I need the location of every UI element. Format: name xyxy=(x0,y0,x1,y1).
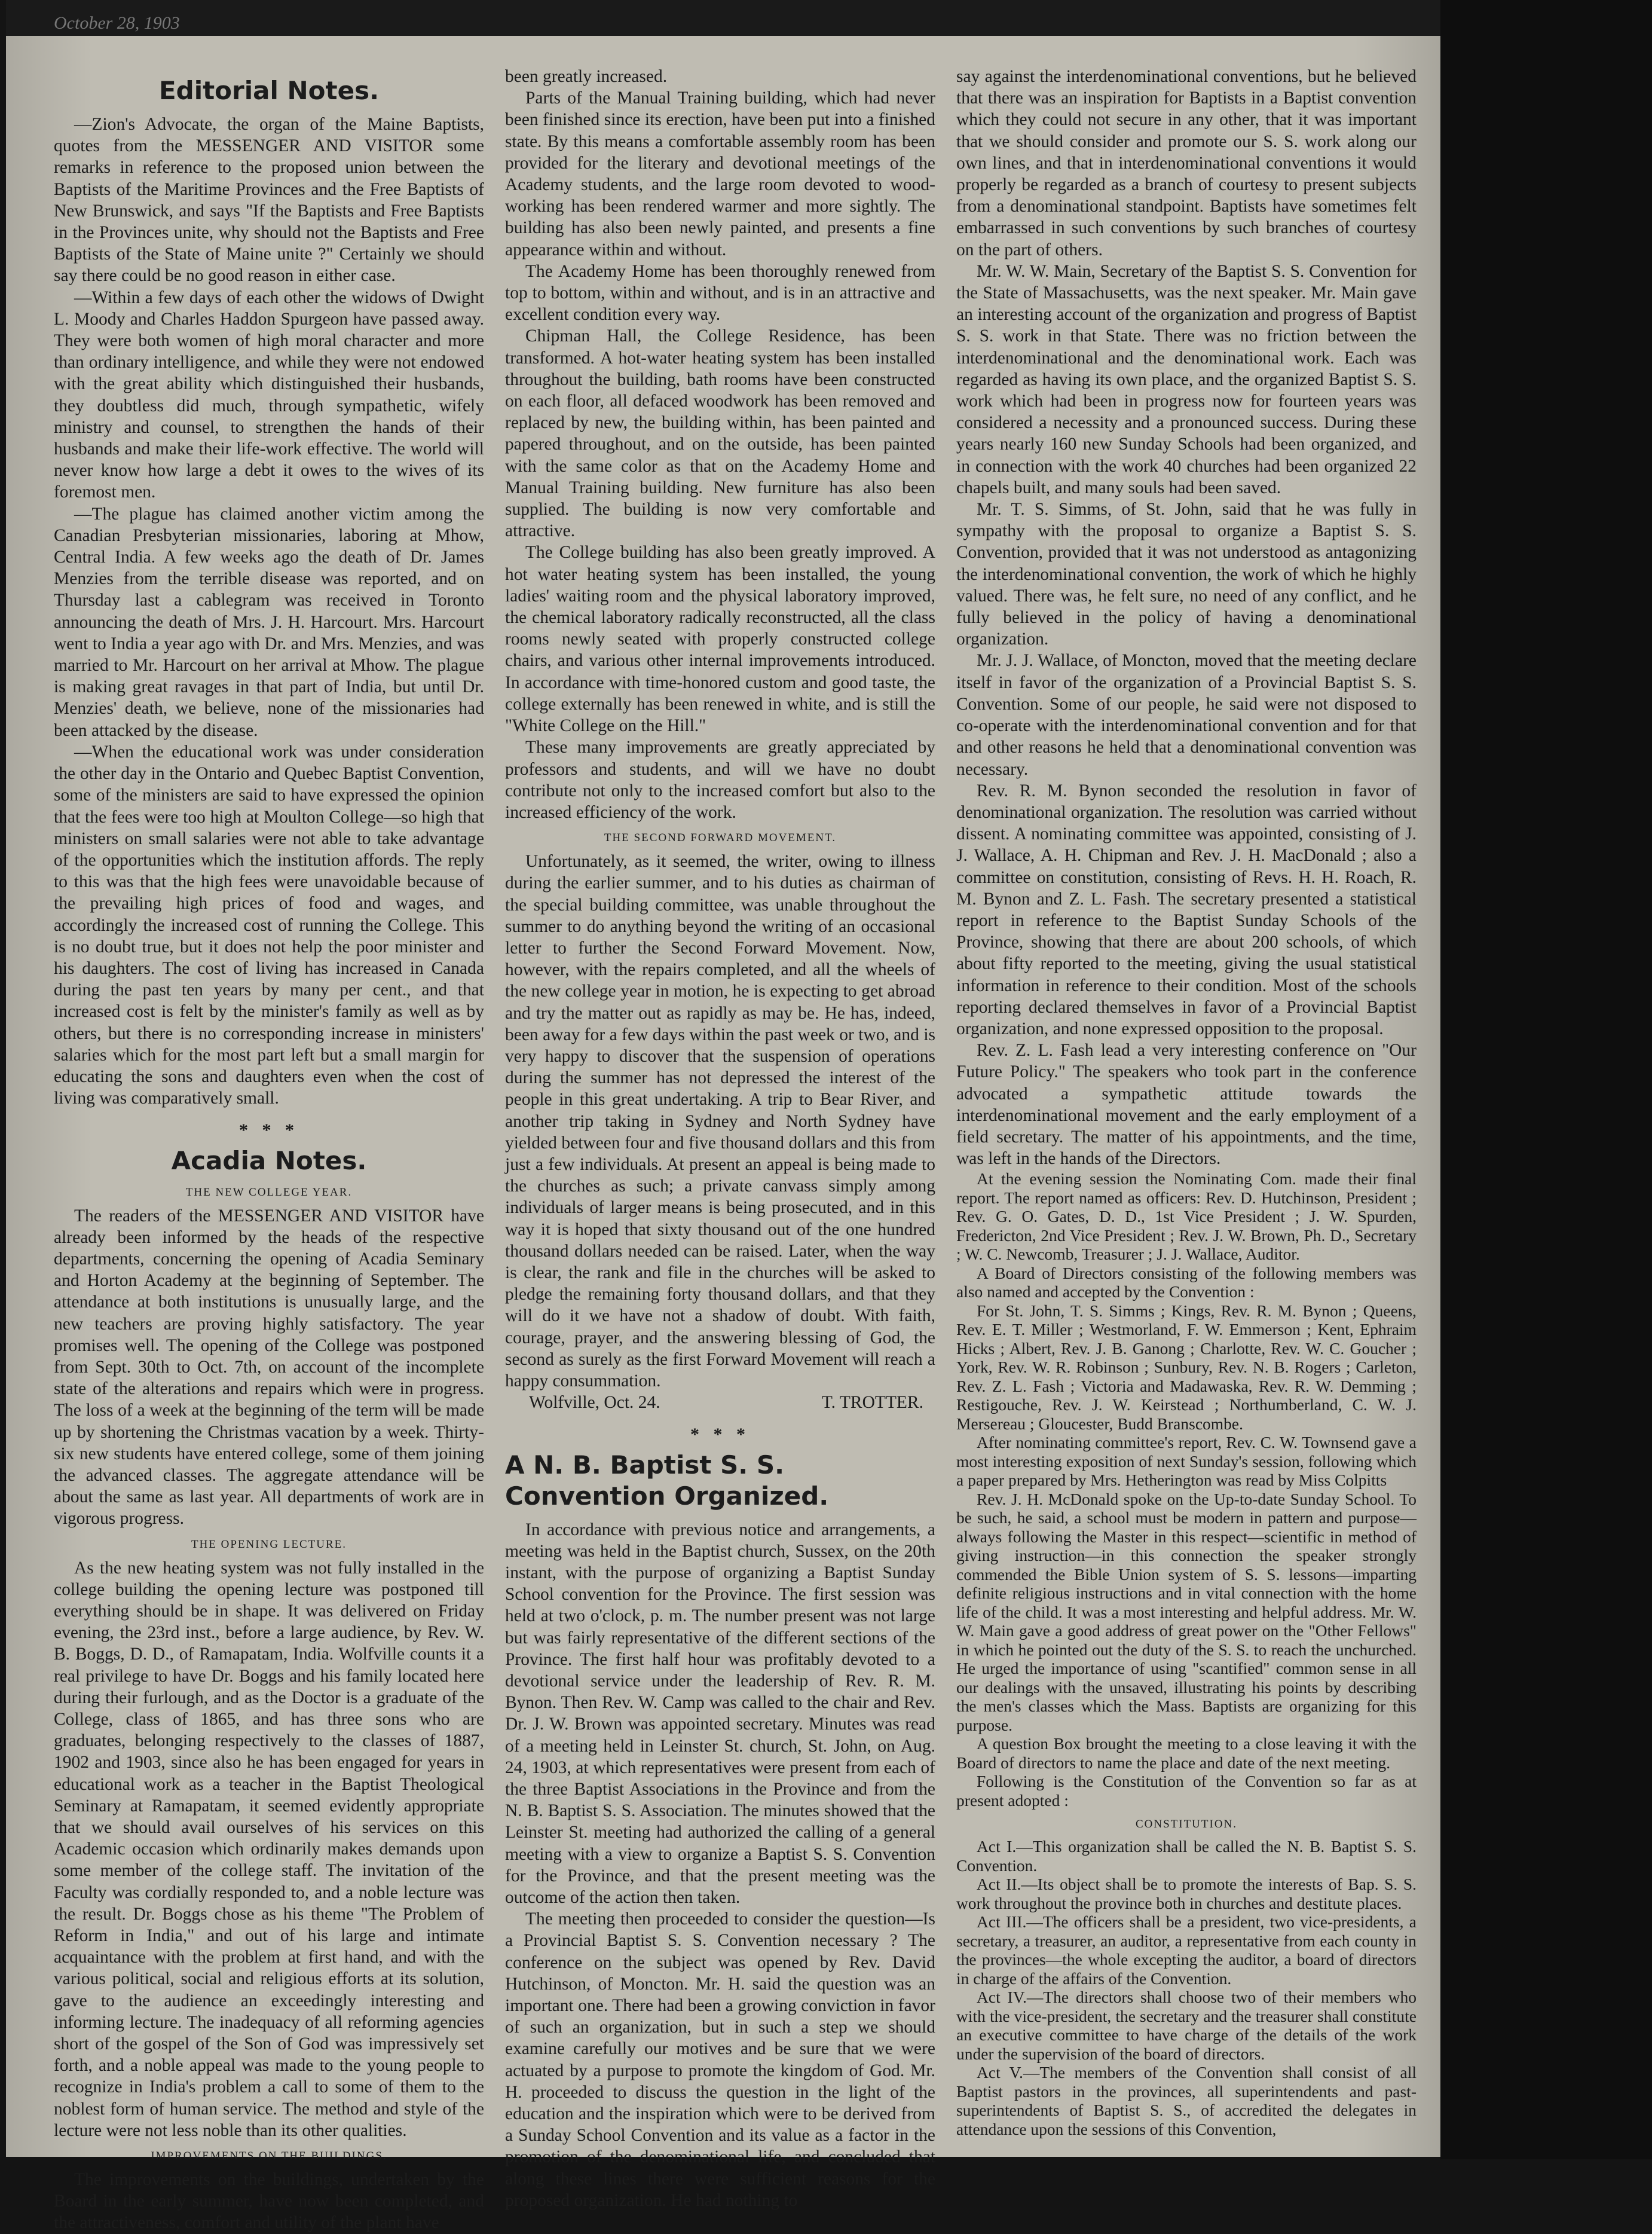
editorial-paragraph: —Within a few days of each other the widows of Dwight L. Moody and Charles Haddon Spurgeon have passed away. They were both women of high moral character and more than ordinary intelligence, and while they were not endowed with the great ability which distinguished their husbands, they doubtless did much, through sympathetic, wifely ministry and counsel, to strengthen the hands of their husbands and make their life-work effective. The world will never know how large a debt it owes to the wives of its foremost men. xyxy=(54,288,484,502)
editorial-paragraph: —Zion's Advocate, the organ of the Maine Baptists, quotes from the MESSENGER AND VISITOR some remarks in reference to the proposed union between the Baptists of the Maritime Provinces and the Free Baptists of New Brunswick, and says "If the Baptists and Free Baptists in the Provinces unite, why should not the Baptists and Free Baptists of the State of Maine unite ?" Certainly we should say there could be no good reason in either case. xyxy=(54,115,484,286)
improvements-subhead: IMPROVEMENTS ON THE BUILDINGS. xyxy=(151,2150,387,2163)
constitution-article: Act I.—This organization shall be called the N. B. Baptist S. S. Convention. xyxy=(956,1837,1417,1875)
report-paragraph: After nominating committee's report, Rev. C. W. Townsend gave a most interesting exposition of next Sunday's session, following which a paper prepared by Mrs. Hetherington was read by Miss Colpitts xyxy=(956,1433,1417,1490)
improvements-paragraph: Chipman Hall, the College Residence, has been transformed. A hot-water heating system has been installed throughout the building, bath rooms have been constructed on each floor, all defaced woodwork has been removed and replaced by new, the building within, has been painted and papered throughout, and on the outside, has been painted with the same color as that on the Academy Home and Manual Training building. New furniture has also been supplied. The building is now very comfortable and attractive. xyxy=(505,326,935,541)
convention-heading: A N. B. Baptist S. S. Convention Organized. xyxy=(505,1450,829,1511)
small-type-section xyxy=(956,1169,1417,2138)
improvements-continued: been greatly increased. xyxy=(505,67,668,86)
dark-scan-margin xyxy=(1440,0,1652,2159)
improvements-paragraph: The College building has also been greatly improved. A hot water heating system has been installed, the young ladies' waiting room and the physical laboratory improved, the chemical laboratory radically reconstructed, all the class rooms newly seated with properly constructed college chairs, and various other internal improvements introduced. In accordance with time-honored custom and good taste, the college externally has been renewed in white, and is still the "White College on the Hill." xyxy=(505,543,935,736)
column-1 xyxy=(54,72,484,2233)
report-paragraph: A Board of Directors consisting of the following members was also named and accepted by the Convention : xyxy=(956,1263,1417,1301)
improvements-paragraph: The improvements on the buildings, undertaken by the Board in the early summer, have now been completed, and the attractiveness, comfort and utility of the plant have xyxy=(54,2170,484,2233)
section-divider: * * * xyxy=(690,1425,750,1445)
constitution-article: Act II.—Its object shall be to promote the interests of Bap. S. S. work throughout the province both in churches and destitute places. xyxy=(956,1875,1417,1912)
constitution-subhead: CONSTITUTION. xyxy=(1135,1818,1238,1831)
convention-paragraph: Rev. Z. L. Fash lead a very interesting conference on "Our Future Policy." The speakers who took part in the conference advocated a sympathetic attitude towards the interdenominational movement and the early employment of a field secretary. The matter of his appointments, and the time, was left in the hands of the Directors. xyxy=(956,1041,1417,1169)
column-3 xyxy=(956,66,1417,2145)
acadia-notes-heading: Acadia Notes. xyxy=(171,1145,367,1175)
constitution-article: Act IV.—The directors shall choose two of their members who with the vice-president, the secretary and the treasurer shall constitute an executive committee to have charge of the details of the work under the supervision of the board of directors. xyxy=(956,1988,1417,2063)
report-paragraph: A question Box brought the meeting to a close leaving it with the Board of directors to name the place and date of the next meeting. xyxy=(956,1734,1417,1772)
signature-place: Wolfville, Oct. 24. xyxy=(529,1393,660,1413)
editorial-notes-heading: Editorial Notes. xyxy=(158,76,380,105)
newspaper-page xyxy=(6,36,1440,2233)
convention-paragraph: Rev. R. M. Bynon seconded the resolution in favor of denominational organization. The resolution was carried without dissent. A nominating committee was appointed, consisting of J. J. Wallace, A. H. Chipman and Rev. J. H. MacDonald ; also a committee on constitution, consisting of Revs. H. H. Roach, R. M. Bynon and Z. L. Fash. The secretary presented a statistical report in reference to the Baptist Sunday Schools of the Province, showing that there are about 200 schools, of which about fifty reported to the meeting, giving the usual statistical information in reference to their condition. Most of the schools reporting declared themselves in favor of a Provincial Baptist organization, and none expressed opposition to the proposal. xyxy=(956,781,1417,1038)
constitution-article: Act III.—The officers shall be a president, two vice-presidents, a secretary, a treasurer, an auditor, a representative from each county in the provinces—the whole excepting the auditor, a board of directors in charge of the affairs of the Convention. xyxy=(956,1912,1417,1988)
forward-movement-paragraph: Unfortunately, as it seemed, the writer, owing to illness during the earlier summer, and to his duties as chairman of the special building committee, was unable throughout the summer to do anything beyond the writing of an occasional letter to further the Second Forward Movement. Now, however, with the repairs completed, and all the wheels of the new college year in motion, he is expecting to get abroad and try the matter out as rapidly as may be. He has, indeed, been away for a few days within the past week or two, and is very happy to discover that the suspension of operations during the summer has not depressed the interest of the people in this great undertaking. A trip to Bear River, and another trip taking in Sydney and North Sydney have yielded between four and five thousand dollars and this from just a few individuals. At present an appeal is being made to the churches as such; a private canvass simply among individuals of larger means is being prosecuted, and in this way it is hoped that sixty thousand out of the one hundred thousand dollars needed can be raised. Later, when the way is clear, the rank and file in the churches will be asked to pledge the remaining forty thousand dollars, and that they will do it we have not a shadow of doubt. With faith, courage, prayer, and the answering blessing of God, the second as surely as the first Forward Movement will reach a happy consummation. xyxy=(505,852,935,1390)
convention-paragraph: Mr. T. S. Simms, of St. John, said that he was fully in sympathy with the proposal to organize a Baptist S. S. Convention, provided that it was not understood as antagonizing the interdenominational convention, the work of which he highly valued. There was, he felt sure, no need of any conflict, and he fully believed in the policy of having a denominational organization. xyxy=(956,500,1417,649)
convention-paragraph: Mr. J. J. Wallace, of Moncton, moved that the meeting declare itself in favor of the organization of a Provincial Baptist S. S. Convention. Some of our people, he said were not disposed to co-operate with the interdenominational convention and for that and other reasons he held that a denominational convention was necessary. xyxy=(956,651,1417,779)
convention-continued: say against the interdenominational conventions, but he believed that there was an inspiration for Baptists in a Baptist convention which they could not secure in any other, that it was important that we should consider and promote our S. S. work along our own lines, and that in interdenominational conventions it would properly be regarded as a branch of courtesy to present subjects from a denominational standpoint. Baptists have sometimes felt embarrassed in such conventions by such branches of courtesy on the part of others. xyxy=(956,67,1417,259)
opening-lecture-subhead: THE OPENING LECTURE. xyxy=(191,1538,347,1551)
page-header-strip xyxy=(6,0,1440,36)
report-paragraph: Rev. J. H. McDonald spoke on the Up-to-date Sunday School. To be such, he said, a school must be modern in pattern and purpose—always following the Master in this respect—scientific in method of giving instruction—in this connection the speaker strongly commended the Bible Union system of S. S. lessons—imparting definite religious instructions and in vital connection with the home life of the child. It was a most interesting and helpful address. Mr. W. W. Main gave a good address of great power on the "Other Fellows" in which he pointed out the duty of the S. S. to reach the unchurched. He urged the importance of using "scantified" common sense in all our dealings with the unsaved, illustrating his points by describing the men's classes which the Mass. Baptists are organizing for this purpose. xyxy=(956,1489,1417,1734)
report-paragraph: For St. John, T. S. Simms ; Kings, Rev. R. M. Bynon ; Queens, Rev. E. T. Miller ; Westmorland, F. W. Emmerson ; Kent, Ephraim Hicks ; Albert, Rev. J. B. Ganong ; Charlotte, Rev. W. C. Goucher ; York, Rev. W. R. Robinson ; Sunbury, Rev. N. B. Rogers ; Carleton, Rev. Z. L. Fash ; Victoria and Madawaska, Rev. R. W. Demming ; Restigouche, Rev. J. W. Keirstead ; Northumberland, C. W. J. Mersereau ; Gloucester, Budd Branscombe. xyxy=(956,1301,1417,1433)
improvements-paragraph: These many improvements are greatly appreciated by professors and students, and will we have no doubt contribute not only to the increased comfort but also to the increased efficiency of the work. xyxy=(505,738,935,822)
constitution-article: Act V.—The members of the Convention shall consist of all Baptist pastors in the provinces, all superintendents and past-superintendents of Baptist S. S., of accredited the delegates in attendance upon the sessions of this Convention, xyxy=(956,2063,1417,2138)
section-divider: * * * xyxy=(239,1120,299,1141)
editorial-paragraph: —The plague has claimed another victim among the Canadian Presbyterian missionaries, laboring at Mhow, Central India. A few weeks ago the death of Dr. James Menzies from the terrible disease was reported, and on Thursday last a cablegram was received in Toronto announcing the death of Mrs. J. H. Harcourt. Mrs. Harcourt went to India a year ago with Dr. and Mrs. Menzies, and was married to Mr. Harcourt on her arrival at Mhow. The plague is making great ravages in that part of India, but until Dr. Menzies' death, we believe, none of the missionaries had been attacked by the disease. xyxy=(54,504,484,740)
lecture-paragraph: As the new heating system was not fully installed in the college building the opening lecture was postponed till everything should be in shape. It was delivered on Friday evening, the 23rd inst., before a large audience, by Rev. W. B. Boggs, D. D., of Ramapatam, India. Wolfville counts it a real privilege to have Dr. Boggs and his family located here during their furlough, and as the Doctor is a graduate of the College, class of 1865, and has three sons who are graduates, belonging respectively to the classes of 1887, 1902 and 1903, since also he has been engaged for years in educational work as a teacher in the Baptist Theological Seminary at Ramapatam, it seemed evidently appropriate that we should avail ourselves of his services on this Academic occasion which ordinarily makes demands upon some member of the college staff. The invitation of the Faculty was cordially responded to, and a noble lecture was the result. Dr. Boggs chose as his theme "The Problem of Reform in India," and out of his large and intimate acquaintance with the problem at first hand, and with the various political, social and religious efforts at its solution, gave to the audience an exceedingly interesting and informing lecture. The inadequacy of all reforming agencies short of the gospel of the Son of God was impressively set forth, and a noble appeal was made to the young people to recognize in India's problem a call to some of them to the noblest form of human service. The method and style of the lecture were not less noble than its other qualities. xyxy=(54,1558,484,2140)
improvements-paragraph: The Academy Home has been thoroughly renewed from top to bottom, within and without, and is in an attractive and excellent condition every way. xyxy=(505,261,935,325)
signature-line xyxy=(505,1392,935,1413)
issue-date: October 28, 1903 xyxy=(54,13,180,33)
second-forward-movement-subhead: THE SECOND FORWARD MOVEMENT. xyxy=(604,832,837,845)
convention-paragraph: In accordance with previous notice and arrangements, a meeting was held in the Baptist church, Sussex, on the 20th instant, with the purpose of organizing a Baptist Sunday School convention for the Province. The first session was held at two o'clock, p. m. The number present was not large but was fairly representative of the different sections of the Province. The first half hour was profitably devoted to a devotional service under the leadership of Rev. R. M. Bynon. Then Rev. W. Camp was called to the chair and Rev. Dr. J. W. Brown was appointed secretary. Minutes was read of a meeting held in Leinster St. church, St. John, on Aug. 24, 1903, at which representatives were present from each of the three Baptist Associations in the Province and from the N. B. Baptist S. S. Association. The minutes showed that the Leinster St. meeting had authorized the calling of a general meeting with a view to organize a Baptist S. S. Convention for the Province, and that the present meeting was the outcome of the action then taken. xyxy=(505,1520,935,1908)
editorial-paragraph: —When the educational work was under consideration the other day in the Ontario and Quebec Baptist Convention, some of the ministers are said to have expressed the opinion that the fees were too high at Moulton College—so high that ministers on small salaries were not able to take advantage of the opportunities which the institution affords. The reply to this was that the high fees were unavoidable because of the prevailing high prices of food and wages, and accordingly the increased cost of running the College. This is no doubt true, but it does not help the poor minister and his daughters. The cost of living has increased in Canada during the past ten years by many per cent., and that increased cost is felt by the minister's family as well as by others, but there is no corresponding increase in ministers' salaries which for the most part left but a small margin for educating the sons and daughters even when the cost of living was comparatively small. xyxy=(54,742,484,1108)
convention-paragraph: The meeting then proceeded to consider the question—Is a Provincial Baptist S. S. Convention necessary ? The conference on the subject was opened by Rev. David Hutchinson, of Moncton. Mr. H. said the question was an important one. There had been a growing conviction in favor of such an organization, but in such a step we should examine carefully our motives and be sure that we were actuated by a purpose to promote the kingdom of God. Mr. H. proceeded to discuss the question in the light of the education and the inspiration which were to be derived from a Sunday School Convention and its value as a factor in the promotion of the denominational life, and concluded that along these lines there were sufficient reasons for the proposed organization. He had nothing to xyxy=(505,1909,935,2210)
signature-name: T. TROTTER. xyxy=(821,1393,923,1413)
report-paragraph: Following is the Constitution of the Convention so far as at present adopted : xyxy=(956,1772,1417,1810)
new-college-year-subhead: THE NEW COLLEGE YEAR. xyxy=(185,1185,353,1199)
convention-paragraph: Mr. W. W. Main, Secretary of the Baptist S. S. Convention for the State of Massachusetts, was the next speaker. Mr. Main gave an interesting account of the organization and progress of Baptist S. S. work in that State. There was no friction between the interdenominational and the denominational work. Each was regarded as having its own place, and the organized Baptist S. S. work which had been in progress now for fourteen years was considered a necessity and a pronounced success. During these years nearly 160 new Sunday Schools had been organized, and in connection with the work 40 churches had been organized 22 chapels built, and many souls had been saved. xyxy=(956,261,1417,497)
improvements-paragraph: Parts of the Manual Training building, which had never been finished since its erection, have been put into a finished state. By this means a comfortable assembly room has been provided for the literary and devotional meetings of the Academy students, and the large room devoted to wood-working has been rendered warmer and more sightly. The building has also been newly painted, and presents a fine appearance within and without. xyxy=(505,88,935,259)
report-paragraph: At the evening session the Nominating Com. made their final report. The report named as officers: Rev. D. Hutchinson, President ; Rev. G. O. Gates, D. D., 1st Vice President ; J. W. Spurden, Fredericton, 2nd Vice President ; Rev. J. W. Brown, Ph. D., Secretary ; W. C. Newcomb, Treasurer ; J. J. Wallace, Auditor. xyxy=(956,1169,1417,1264)
acadia-paragraph: The readers of the MESSENGER AND VISITOR have already been informed by the heads of the respective departments, concerning the opening of Acadia Seminary and Horton Academy at the beginning of September. The attendance at both institutions is unusually large, and the new teachers are proving highly satisfactory. The year promises well. The opening of the College was postponed from Sept. 30th to Oct. 7th, on account of the incomplete state of the alterations and repairs which were in progress. The loss of a week at the beginning of the term will be made up by shortening the Christmas vacation by a week. Thirty-six new students have entered college, some of them joining the advanced classes. The aggregate attendance will be about the same as last year. All departments of work are in vigorous progress. xyxy=(54,1206,484,1529)
column-2 xyxy=(505,66,935,2210)
